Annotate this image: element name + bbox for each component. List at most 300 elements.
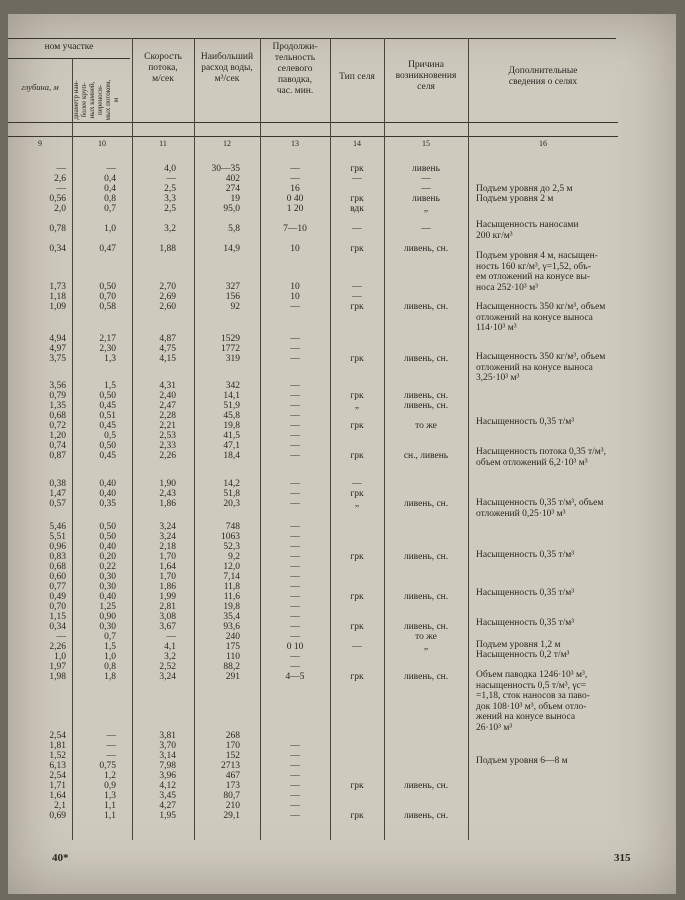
note-text: Насыщенность потока 0,35 т/м³, объем отложений 6,2·10³ м³	[476, 447, 607, 468]
cell-depth: 2,54	[49, 771, 66, 781]
cell-duration: —	[290, 602, 300, 612]
cell-max-flow: 18,4	[223, 451, 240, 461]
cell-max-flow: 7,14	[223, 572, 240, 582]
cell-stone-diameter: 0,8	[104, 662, 116, 672]
cell-max-flow: 11,6	[223, 592, 240, 602]
cell-depth: 0,57	[49, 499, 66, 509]
header-max-flow: Наибольший расход воды, м³/сек	[200, 52, 254, 84]
cell-stone-diameter: 0,45	[99, 451, 116, 461]
cell-max-flow: 19,8	[223, 602, 240, 612]
cell-stone-diameter: 1,1	[104, 811, 116, 821]
cell-max-flow: 748	[225, 522, 240, 532]
cell-max-flow: 29,1	[223, 811, 240, 821]
header-speed: Скорость потока, м/сек	[144, 52, 182, 84]
cell-duration: —	[290, 431, 300, 441]
note-text: Подъем уровня до 2,5 м	[476, 184, 573, 194]
cell-max-flow: 35,4	[223, 612, 240, 622]
cell-stone-diameter: —	[106, 741, 116, 751]
note-text: Насыщенность 0,35 т/м³	[476, 417, 575, 427]
cell-max-flow: 93,6	[223, 622, 240, 632]
cell-max-flow: 51,9	[223, 401, 240, 411]
header-top-rule	[8, 38, 616, 39]
cell-duration: —	[290, 302, 300, 312]
cell-duration: —	[290, 499, 300, 509]
cell-depth: 5,46	[49, 522, 66, 532]
cell-stone-diameter: 0,51	[99, 411, 116, 421]
col-number-10: 10	[98, 139, 106, 148]
cell-speed: 2,40	[159, 391, 176, 401]
col-divider	[384, 38, 385, 840]
cell-depth: 0,34	[49, 244, 66, 254]
cell-max-flow: 45,8	[223, 411, 240, 421]
header-depth: глубина, м	[21, 82, 59, 92]
note-text: Насыщенность наносами 200 кг/м³	[476, 220, 579, 241]
cell-max-flow: 1529	[221, 334, 240, 344]
note-text: Насыщенность 350 кг/м³, объем отложений на конусе выноса 3,25·10³ м³	[476, 352, 606, 383]
cell-stone-diameter: —	[106, 164, 116, 174]
cell-duration: —	[290, 421, 300, 431]
cell-max-flow: 170	[225, 741, 240, 751]
note-text: Подъем уровня 6—8 м	[476, 756, 568, 766]
cell-depth: 5,51	[49, 532, 66, 542]
cell-speed: 3,2	[164, 652, 176, 662]
cell-stone-diameter: 0,40	[99, 479, 116, 489]
cell-duration: —	[290, 401, 300, 411]
cell-speed: 4,12	[159, 781, 176, 791]
cell-speed: 2,5	[164, 184, 176, 194]
cell-depth: 2,0	[54, 204, 66, 214]
cell-mudflow-type: —	[352, 224, 362, 234]
col-number-16: 16	[539, 139, 547, 148]
cell-mudflow-type: грк	[350, 451, 364, 461]
cell-duration: —	[290, 582, 300, 592]
cell-speed: 4,87	[159, 334, 176, 344]
cell-stone-diameter: 1,0	[104, 652, 116, 662]
cell-stone-diameter: 1,25	[99, 602, 116, 612]
cell-max-flow: 1063	[221, 532, 240, 542]
cell-depth: 1,73	[49, 282, 66, 292]
note-text: Подъем уровня 2 м	[476, 194, 554, 204]
cell-stone-diameter: 0,4	[104, 174, 116, 184]
cell-speed: 4,27	[159, 801, 176, 811]
cell-cause: „	[423, 204, 429, 214]
cell-duration: —	[290, 612, 300, 622]
cell-cause: ливень, сн.	[403, 499, 449, 509]
cell-max-flow: 240	[225, 632, 240, 642]
cell-speed: 3,24	[159, 522, 176, 532]
cell-cause: —	[421, 184, 431, 194]
cell-depth: 1,35	[49, 401, 66, 411]
cell-mudflow-type: „	[354, 401, 360, 411]
cell-mudflow-type: грк	[350, 672, 364, 682]
cell-speed: 3,45	[159, 791, 176, 801]
cell-depth: —	[56, 632, 66, 642]
cell-mudflow-type: грк	[350, 194, 364, 204]
col-number-12: 12	[223, 139, 231, 148]
cell-duration: —	[290, 761, 300, 771]
cell-cause: ливень, сн.	[403, 244, 449, 254]
cell-mudflow-type: грк	[350, 592, 364, 602]
cell-duration: —	[290, 441, 300, 451]
col-number-11: 11	[159, 139, 167, 148]
cell-speed: —	[166, 174, 176, 184]
cell-mudflow-type: грк	[350, 622, 364, 632]
cell-speed: 2,69	[159, 292, 176, 302]
cell-speed: 4,15	[159, 354, 176, 364]
cell-speed: 3,24	[159, 672, 176, 682]
note-text: Насыщенность 0,35 т/м³	[476, 618, 575, 628]
cell-depth: 0,78	[49, 224, 66, 234]
cell-stone-diameter: —	[106, 751, 116, 761]
cell-max-flow: 173	[225, 781, 240, 791]
cell-mudflow-type: грк	[350, 552, 364, 562]
cell-duration: 10	[290, 282, 300, 292]
cell-depth: 0,77	[49, 582, 66, 592]
header-duration: Продолжи- тельность селевого паводка, час. мин.	[272, 42, 318, 96]
cell-depth: 1,98	[49, 672, 66, 682]
cell-depth: 0,83	[49, 552, 66, 562]
book-page	[8, 14, 676, 894]
cell-cause: ливень, сн.	[403, 552, 449, 562]
cell-depth: 1,71	[49, 781, 66, 791]
cell-max-flow: 52,3	[223, 542, 240, 552]
cell-cause: то же	[415, 632, 437, 642]
page-number: 315	[614, 852, 631, 864]
cell-stone-diameter: 2,17	[99, 334, 116, 344]
cell-duration: —	[290, 662, 300, 672]
cell-mudflow-type: грк	[350, 421, 364, 431]
cell-duration: 0 10	[286, 642, 304, 652]
cell-duration: 10	[290, 244, 300, 254]
cell-depth: —	[56, 184, 66, 194]
cell-duration: —	[290, 562, 300, 572]
cell-stone-diameter: 0,40	[99, 592, 116, 602]
cell-depth: 4,94	[49, 334, 66, 344]
cell-duration: —	[290, 344, 300, 354]
cell-max-flow: 14,9	[223, 244, 240, 254]
cell-speed: 4,31	[159, 381, 176, 391]
cell-max-flow: 152	[225, 751, 240, 761]
cell-max-flow: 319	[225, 354, 240, 364]
cell-cause: ливень, сн.	[403, 811, 449, 821]
cell-stone-diameter: 1,1	[104, 801, 116, 811]
cell-duration: —	[290, 592, 300, 602]
cell-depth: 0,49	[49, 592, 66, 602]
cell-depth: 0,68	[49, 562, 66, 572]
cell-stone-diameter: 0,30	[99, 582, 116, 592]
cell-max-flow: 274	[225, 184, 240, 194]
cell-depth: 2,26	[49, 642, 66, 652]
cell-duration: —	[290, 652, 300, 662]
cell-speed: 2,52	[159, 662, 176, 672]
cell-stone-diameter: 0,4	[104, 184, 116, 194]
cell-duration: —	[290, 801, 300, 811]
cell-stone-diameter: 0,40	[99, 489, 116, 499]
cell-speed: 2,18	[159, 542, 176, 552]
cell-mudflow-type: грк	[350, 391, 364, 401]
cell-speed: 3,2	[164, 224, 176, 234]
cell-duration: —	[290, 622, 300, 632]
cell-duration: —	[290, 489, 300, 499]
cell-cause: —	[421, 224, 431, 234]
cell-stone-diameter: 0,45	[99, 401, 116, 411]
cell-depth: 3,75	[49, 354, 66, 364]
cell-mudflow-type: —	[352, 479, 362, 489]
cell-speed: 7,98	[159, 761, 176, 771]
cell-speed: 3,67	[159, 622, 176, 632]
col-divider	[468, 38, 469, 840]
cell-max-flow: 210	[225, 801, 240, 811]
cell-max-flow: 342	[225, 381, 240, 391]
cell-depth: 4,97	[49, 344, 66, 354]
cell-stone-diameter: 1,5	[104, 381, 116, 391]
cell-stone-diameter: 0,30	[99, 572, 116, 582]
cell-speed: 2,53	[159, 431, 176, 441]
cell-speed: 1,86	[159, 499, 176, 509]
cell-max-flow: 92	[230, 302, 240, 312]
cell-speed: 2,60	[159, 302, 176, 312]
colnum-bottom-rule	[8, 136, 618, 137]
cell-mudflow-type: —	[352, 174, 362, 184]
cell-max-flow: 291	[225, 672, 240, 682]
cell-speed: 3,96	[159, 771, 176, 781]
cell-stone-diameter: 0,7	[104, 204, 116, 214]
cell-max-flow: 156	[225, 292, 240, 302]
cell-duration: 7—10	[283, 224, 307, 234]
cell-stone-diameter: 0,20	[99, 552, 116, 562]
cell-stone-diameter: 0,75	[99, 761, 116, 771]
cell-speed: 3,14	[159, 751, 176, 761]
cell-max-flow: 51,8	[223, 489, 240, 499]
header-group-title: ном участке	[44, 42, 94, 52]
cell-stone-diameter: 1,5	[104, 642, 116, 652]
note-text: Насыщенность 0,35 т/м³	[476, 588, 575, 598]
cell-speed: 2,28	[159, 411, 176, 421]
cell-depth: 0,34	[49, 622, 66, 632]
col-number-14: 14	[353, 139, 361, 148]
cell-duration: —	[290, 542, 300, 552]
cell-max-flow: 2713	[221, 761, 240, 771]
cell-stone-diameter: 0,50	[99, 282, 116, 292]
cell-speed: 2,21	[159, 421, 176, 431]
cell-depth: 1,81	[49, 741, 66, 751]
cell-cause: ливень, сн.	[403, 391, 449, 401]
cell-cause: ливень, сн.	[403, 672, 449, 682]
cell-duration: —	[290, 164, 300, 174]
cell-depth: 0,68	[49, 411, 66, 421]
cell-speed: —	[166, 632, 176, 642]
cell-stone-diameter: —	[106, 731, 116, 741]
cell-duration: —	[290, 381, 300, 391]
cell-depth: 2,1	[54, 801, 66, 811]
cell-stone-diameter: 0,50	[99, 532, 116, 542]
cell-stone-diameter: 0,7	[104, 632, 116, 642]
cell-mudflow-type: грк	[350, 164, 364, 174]
cell-speed: 2,33	[159, 441, 176, 451]
cell-max-flow: 467	[225, 771, 240, 781]
cell-max-flow: 14,2	[223, 479, 240, 489]
cell-duration: —	[290, 174, 300, 184]
cell-speed: 2,47	[159, 401, 176, 411]
cell-depth: 0,79	[49, 391, 66, 401]
cell-max-flow: 20,3	[223, 499, 240, 509]
note-text: Подъем уровня 4 м, насыщен- ность 160 кг/м³, γ=1,52, объ- ем отложений на конусе вы- носа 252·10³ м³	[476, 251, 598, 293]
cell-speed: 3,24	[159, 532, 176, 542]
cell-speed: 2,26	[159, 451, 176, 461]
cell-speed: 2,43	[159, 489, 176, 499]
cell-speed: 1,86	[159, 582, 176, 592]
cell-stone-diameter: 1,8	[104, 672, 116, 682]
note-text: Насыщенность 350 кг/м³, объем отложений на конусе выноса 114·10³ м³	[476, 302, 606, 333]
cell-max-flow: 110	[226, 652, 240, 662]
cell-depth: 2,54	[49, 731, 66, 741]
cell-speed: 2,81	[159, 602, 176, 612]
cell-depth: 0,60	[49, 572, 66, 582]
cell-duration: 16	[290, 184, 300, 194]
cell-speed: 4,75	[159, 344, 176, 354]
cell-duration: 1 20	[286, 204, 304, 214]
cell-max-flow: 19	[230, 194, 240, 204]
cell-depth: 1,15	[49, 612, 66, 622]
cell-cause: ливень, сн.	[403, 781, 449, 791]
cell-depth: 0,38	[49, 479, 66, 489]
cell-speed: 1,95	[159, 811, 176, 821]
cell-max-flow: 88,2	[223, 662, 240, 672]
cell-depth: 2,6	[54, 174, 66, 184]
cell-depth: 3,56	[49, 381, 66, 391]
cell-depth: 0,70	[49, 602, 66, 612]
cell-duration: —	[290, 522, 300, 532]
cell-stone-diameter: 0,45	[99, 421, 116, 431]
cell-duration: —	[290, 741, 300, 751]
cell-cause: ливень, сн.	[403, 622, 449, 632]
cell-cause: сн., ливень	[403, 451, 449, 461]
cell-cause: ливень	[412, 164, 440, 174]
cell-stone-diameter: 0,50	[99, 441, 116, 451]
cell-speed: 4,1	[164, 642, 176, 652]
cell-duration: —	[290, 451, 300, 461]
cell-cause: ливень, сн.	[403, 401, 449, 411]
cell-stone-diameter: 0,22	[99, 562, 116, 572]
cell-depth: 0,56	[49, 194, 66, 204]
cell-stone-diameter: 0,8	[104, 194, 116, 204]
cell-duration: —	[290, 791, 300, 801]
cell-stone-diameter: 0,90	[99, 612, 116, 622]
cell-stone-diameter: 1,3	[104, 791, 116, 801]
cell-stone-diameter: 0,50	[99, 522, 116, 532]
cell-speed: 2,70	[159, 282, 176, 292]
cell-max-flow: 11,8	[223, 582, 240, 592]
cell-depth: 1,47	[49, 489, 66, 499]
cell-depth: 1,18	[49, 292, 66, 302]
cell-mudflow-type: вдк	[350, 204, 364, 214]
cell-max-flow: 41,5	[223, 431, 240, 441]
cell-cause: —	[421, 174, 431, 184]
cell-stone-diameter: 0,35	[99, 499, 116, 509]
cell-stone-diameter: 0,5	[104, 431, 116, 441]
cell-max-flow: 175	[225, 642, 240, 652]
cell-stone-diameter: 1,0	[104, 224, 116, 234]
cell-stone-diameter: 0,50	[99, 391, 116, 401]
cell-depth: 0,74	[49, 441, 66, 451]
cell-depth: 0,87	[49, 451, 66, 461]
note-text: Подъем уровня 1,2 м	[476, 640, 561, 650]
cell-depth: 0,72	[49, 421, 66, 431]
cell-duration: —	[290, 632, 300, 642]
cell-max-flow: 19,8	[223, 421, 240, 431]
col-number-9: 9	[38, 139, 42, 148]
note-text: Насыщенность 0,2 т/м³	[476, 650, 570, 660]
cell-max-flow: 95,0	[223, 204, 240, 214]
cell-duration: —	[290, 334, 300, 344]
cell-depth: 1,64	[49, 791, 66, 801]
cell-stone-diameter: 0,70	[99, 292, 116, 302]
cell-speed: 1,99	[159, 592, 176, 602]
footer-signature-mark: 40*	[52, 852, 69, 864]
header-type: Тип селя	[339, 72, 375, 82]
cell-duration: —	[290, 751, 300, 761]
cell-duration: —	[290, 811, 300, 821]
cell-mudflow-type: грк	[350, 244, 364, 254]
col-number-13: 13	[291, 139, 299, 148]
cell-duration: 4—5	[285, 672, 305, 682]
cell-speed: 1,90	[159, 479, 176, 489]
cell-speed: 3,08	[159, 612, 176, 622]
cell-depth: 1,09	[49, 302, 66, 312]
cell-mudflow-type: —	[352, 282, 362, 292]
cell-duration: —	[290, 479, 300, 489]
cell-cause: то же	[415, 421, 437, 431]
cell-stone-diameter: 1,3	[104, 354, 116, 364]
cell-depth: 1,97	[49, 662, 66, 672]
cell-mudflow-type: —	[352, 292, 362, 302]
cell-cause: ливень, сн.	[403, 592, 449, 602]
cell-speed: 1,70	[159, 552, 176, 562]
cell-depth: 1,0	[54, 652, 66, 662]
cell-duration: —	[290, 552, 300, 562]
cell-max-flow: 9,2	[228, 552, 240, 562]
cell-duration: —	[290, 532, 300, 542]
cell-duration: —	[290, 781, 300, 791]
note-text: Насыщенность 0,35 т/м³, объем отложений 0,25·10³ м³	[476, 498, 604, 519]
cell-duration: —	[290, 771, 300, 781]
cell-mudflow-type: грк	[350, 489, 364, 499]
cell-speed: 1,88	[159, 244, 176, 254]
cell-max-flow: 47,1	[223, 441, 240, 451]
cell-speed: 4,0	[164, 164, 176, 174]
cell-depth: 1,20	[49, 431, 66, 441]
header-extra-info: Дополнительные сведения о селях	[508, 66, 578, 87]
cell-max-flow: 402	[225, 174, 240, 184]
cell-stone-diameter: 2,30	[99, 344, 116, 354]
header-stone-diameter: диаметр наи- более круп- ных камней, переноси- мых потоком, м	[72, 79, 120, 121]
cell-speed: 2,5	[164, 204, 176, 214]
cell-cause: „	[423, 642, 429, 652]
cell-max-flow: 268	[225, 731, 240, 741]
cell-speed: 3,3	[164, 194, 176, 204]
cell-mudflow-type: „	[354, 499, 360, 509]
cell-stone-diameter: 0,30	[99, 622, 116, 632]
col-number-15: 15	[422, 139, 430, 148]
cell-max-flow: 1772	[221, 344, 240, 354]
cell-depth: 1,52	[49, 751, 66, 761]
cell-depth: 0,96	[49, 542, 66, 552]
cell-max-flow: 80,7	[223, 791, 240, 801]
cell-duration: 0 40	[286, 194, 304, 204]
cell-stone-diameter: 0,40	[99, 542, 116, 552]
header-sub-rule	[8, 58, 130, 59]
note-text: Насыщенность 0,35 т/м³	[476, 550, 575, 560]
